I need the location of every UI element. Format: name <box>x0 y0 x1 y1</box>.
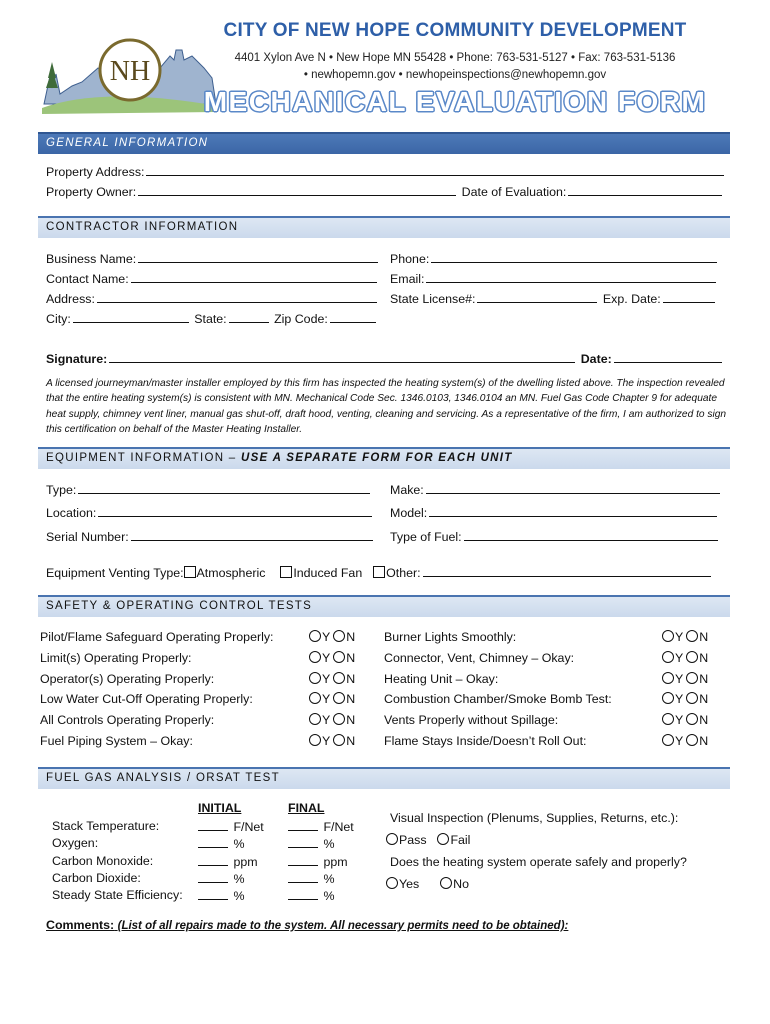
initial-value-field[interactable] <box>198 836 244 851</box>
atmospheric-checkbox[interactable] <box>184 566 196 578</box>
gas-measure-label: Carbon Monoxide: <box>52 853 154 868</box>
city-field[interactable] <box>73 311 189 323</box>
property-owner-row: Property Owner: Date of Evaluation: <box>46 184 724 199</box>
signature-field[interactable] <box>109 351 575 363</box>
evaluation-date-field[interactable] <box>568 184 722 196</box>
yes-radio[interactable] <box>309 734 321 746</box>
yes-radio[interactable] <box>309 651 321 663</box>
property-address-row: Property Address: <box>46 164 726 179</box>
yes-label: Y <box>675 713 684 728</box>
state-license-row: State License#: Exp. Date: <box>390 291 717 306</box>
no-radio[interactable] <box>333 672 345 684</box>
gas-unit: F/Net <box>323 820 354 834</box>
induced-fan-checkbox[interactable] <box>280 566 292 578</box>
model-row: Model: <box>390 505 719 520</box>
safety-test-row: Pilot/Flame Safeguard Operating Properly: <box>40 630 274 644</box>
property-owner-field[interactable] <box>138 184 456 196</box>
web-line: • newhopemn.gov • newhopeinspections@newhopemn.gov <box>303 69 607 81</box>
signature-row: Signature: Date: <box>46 351 724 366</box>
yes-label: Y <box>675 692 684 707</box>
no-label: N <box>346 671 356 686</box>
yes-label: Y <box>675 734 684 748</box>
no-label: N <box>699 713 709 728</box>
visual-inspection-options: Pass Fail <box>386 833 470 847</box>
gas-measure-label: Stack Temperature: <box>52 819 160 833</box>
contact-name-row: Contact Name: <box>46 271 379 286</box>
safety-test-options <box>309 651 355 665</box>
final-value-field[interactable] <box>288 888 334 903</box>
make-field[interactable] <box>426 482 720 494</box>
signature-date-field[interactable] <box>614 351 722 363</box>
gas-measure-label: Steady State Efficiency: <box>52 888 183 903</box>
type-field[interactable] <box>78 482 370 494</box>
yes-radio[interactable] <box>662 630 674 642</box>
gas-unit: % <box>323 837 335 852</box>
make-row: Make: <box>390 482 722 497</box>
city-row: City: State: Zip Code: <box>46 311 378 326</box>
email-field[interactable] <box>426 271 716 283</box>
safety-test-row: Limit(s) Operating Properly: <box>40 650 192 665</box>
no-label: N <box>346 713 356 728</box>
gas-measure-label: Carbon Dioxide: <box>52 870 141 885</box>
safety-test-options <box>309 713 355 727</box>
safety-test-row: All Controls Operating Properly: <box>40 713 215 728</box>
no-label: N <box>346 650 356 665</box>
final-value-field[interactable] <box>288 819 354 834</box>
yes-radio[interactable] <box>309 630 321 642</box>
yes-label: Y <box>322 671 331 686</box>
safety-test-options <box>309 734 355 748</box>
safety-test-options <box>309 672 355 686</box>
safety-test-row: Combustion Chamber/Smoke Bomb Test: <box>384 692 612 707</box>
no-radio[interactable] <box>686 672 698 684</box>
yes-label: Y <box>322 650 331 665</box>
safe-question-options: Yes No <box>386 877 469 891</box>
business-name-field[interactable] <box>138 251 378 263</box>
gas-unit: F/Net <box>233 820 264 834</box>
yes-label: Y <box>675 671 684 686</box>
gas-unit: ppm <box>323 854 348 869</box>
location-field[interactable] <box>98 505 372 517</box>
final-value-field[interactable] <box>288 836 334 851</box>
equipment-info-header: EQUIPMENT INFORMATION – USE A SEPARATE FORM FOR EACH UNIT <box>38 447 730 469</box>
safe-question-label: Does the heating system operate safely and properly? <box>390 855 687 869</box>
no-radio[interactable] <box>686 651 698 663</box>
safety-test-row: Connector, Vent, Chimney – Okay: <box>384 650 575 665</box>
org-name: CITY OF NEW HOPE COMMUNITY DEVELOPMENT <box>223 20 687 41</box>
state-field[interactable] <box>229 311 269 323</box>
safety-test-row: Fuel Piping System – Okay: <box>40 734 193 748</box>
yes-radio[interactable] <box>386 877 398 889</box>
phone-field[interactable] <box>431 251 717 263</box>
gas-measure-label: Oxygen: <box>52 836 99 851</box>
venting-type-row: Equipment Venting Type: Atmospheric Induced Fan Other: <box>46 565 713 580</box>
yes-label: Y <box>322 692 331 707</box>
type-row: Type: <box>46 482 372 497</box>
safety-test-options <box>662 630 708 644</box>
no-radio[interactable] <box>686 692 698 704</box>
initial-value-field[interactable] <box>198 888 244 903</box>
initial-value-field[interactable] <box>198 854 258 869</box>
no-radio[interactable] <box>333 630 345 642</box>
email-row: Email: <box>390 271 718 286</box>
certification-text: A licensed journeyman/master installer employed by this firm has inspected the heating system(s) of the dwelling listed above. The inspection revealed that the entire heating system(s) is consistent with MN. Mechanical Code Sec. 1346.0103, 1346.0104 an MN. Fuel Gas Code Chapter 9 for adequate heat supply, chimney vent liner, manual gas shut-off, draft hood, venting, cleaning and servicing. As a representative of the firm, I am authorized to sign this certification on behalf of the Master Heating Installer. <box>46 378 727 435</box>
safety-test-row: Flame Stays Inside/Doesn’t Roll Out: <box>384 734 587 748</box>
no-label: N <box>699 692 709 707</box>
yes-label: Y <box>675 650 684 665</box>
address-line: 4401 Xylon Ave N • New Hope MN 55428 • Phone: 763-531-5127 • Fax: 763-531-5136 <box>234 52 676 64</box>
gas-unit: % <box>233 889 245 904</box>
no-radio[interactable] <box>333 692 345 704</box>
visual-inspection-label: Visual Inspection (Plenums, Supplies, Returns, etc.): <box>390 811 679 825</box>
location-row: Location: <box>46 505 374 520</box>
safety-tests-header: SAFETY & OPERATING CONTROL TESTS <box>38 595 730 617</box>
final-heading: FINAL <box>288 801 325 815</box>
gas-unit: % <box>323 889 335 904</box>
state-license-field[interactable] <box>477 291 597 303</box>
comments-label: Comments: (List of all repairs made to the system. All necessary permits need to be obtained): <box>46 918 569 932</box>
initial-heading: INITIAL <box>198 801 242 815</box>
fuel-type-field[interactable] <box>464 529 718 541</box>
no-radio[interactable] <box>333 713 345 725</box>
model-field[interactable] <box>429 505 717 517</box>
fuel-gas-header: FUEL GAS ANALYSIS / ORSAT TEST <box>38 767 730 789</box>
exp-date-field[interactable] <box>663 291 715 303</box>
property-address-field[interactable] <box>146 164 724 176</box>
yes-label: Y <box>675 630 684 644</box>
general-info-header: GENERAL INFORMATION <box>38 132 730 154</box>
initial-value-field[interactable] <box>198 819 264 834</box>
comments-area[interactable] <box>46 940 732 1010</box>
form-title: MECHANICAL EVALUATION FORM <box>203 86 707 117</box>
yes-radio[interactable] <box>662 734 674 746</box>
contractor-info-header: CONTRACTOR INFORMATION <box>38 216 730 238</box>
no-radio[interactable] <box>333 734 345 746</box>
yes-radio[interactable] <box>309 692 321 704</box>
no-label: N <box>346 734 356 748</box>
safety-test-row: Heating Unit – Okay: <box>384 671 499 686</box>
business-name-row: Business Name: <box>46 251 380 266</box>
safety-test-options <box>309 630 355 644</box>
no-label: N <box>699 650 709 665</box>
safety-test-row: Vents Properly without Spillage: <box>384 713 559 728</box>
safety-test-row: Operator(s) Operating Properly: <box>40 671 215 686</box>
other-venting-checkbox[interactable] <box>373 566 385 578</box>
no-label: N <box>699 671 709 686</box>
final-value-field[interactable] <box>288 854 348 869</box>
yes-radio[interactable] <box>662 651 674 663</box>
contact-name-field[interactable] <box>131 271 377 283</box>
fuel-type-row: Type of Fuel: <box>390 529 720 544</box>
yes-radio[interactable] <box>662 672 674 684</box>
final-value-field[interactable] <box>288 871 334 886</box>
logo-initials: NH <box>109 56 151 87</box>
gas-unit: % <box>233 871 245 886</box>
safety-test-options <box>662 713 708 727</box>
yes-radio[interactable] <box>309 672 321 684</box>
no-label: N <box>699 734 709 748</box>
address-row: Address: <box>46 291 379 306</box>
phone-row: Phone: <box>390 251 719 266</box>
contractor-address-field[interactable] <box>97 291 377 303</box>
yes-radio[interactable] <box>662 713 674 725</box>
yes-radio[interactable] <box>662 692 674 704</box>
safety-test-options <box>309 692 355 706</box>
gas-unit: % <box>233 837 245 852</box>
no-radio[interactable] <box>686 713 698 725</box>
safety-test-row: Low Water Cut-Off Operating Properly: <box>40 692 253 707</box>
safety-test-options <box>662 692 708 706</box>
other-venting-field[interactable] <box>423 565 711 577</box>
gas-unit: % <box>323 871 335 886</box>
zip-field[interactable] <box>330 311 376 323</box>
yes-label: Y <box>322 630 331 644</box>
yes-label: Y <box>322 713 331 728</box>
pass-radio[interactable] <box>386 833 398 845</box>
no-label: N <box>346 692 356 707</box>
initial-value-field[interactable] <box>198 871 244 886</box>
safety-test-row: Burner Lights Smoothly: <box>384 630 517 644</box>
safety-test-options <box>662 651 708 665</box>
serial-number-row: Serial Number: <box>46 529 375 544</box>
no-radio[interactable] <box>686 630 698 642</box>
no-label: N <box>346 630 356 644</box>
city-logo <box>42 16 218 120</box>
yes-label: Y <box>322 734 331 748</box>
yes-radio[interactable] <box>309 713 321 725</box>
no-radio[interactable] <box>333 651 345 663</box>
no-radio[interactable] <box>440 877 452 889</box>
safety-test-options <box>662 672 708 686</box>
serial-number-field[interactable] <box>131 529 373 541</box>
safety-test-options <box>662 734 708 748</box>
fail-radio[interactable] <box>437 833 449 845</box>
no-radio[interactable] <box>686 734 698 746</box>
no-label: N <box>699 630 709 644</box>
gas-unit: ppm <box>233 854 258 869</box>
